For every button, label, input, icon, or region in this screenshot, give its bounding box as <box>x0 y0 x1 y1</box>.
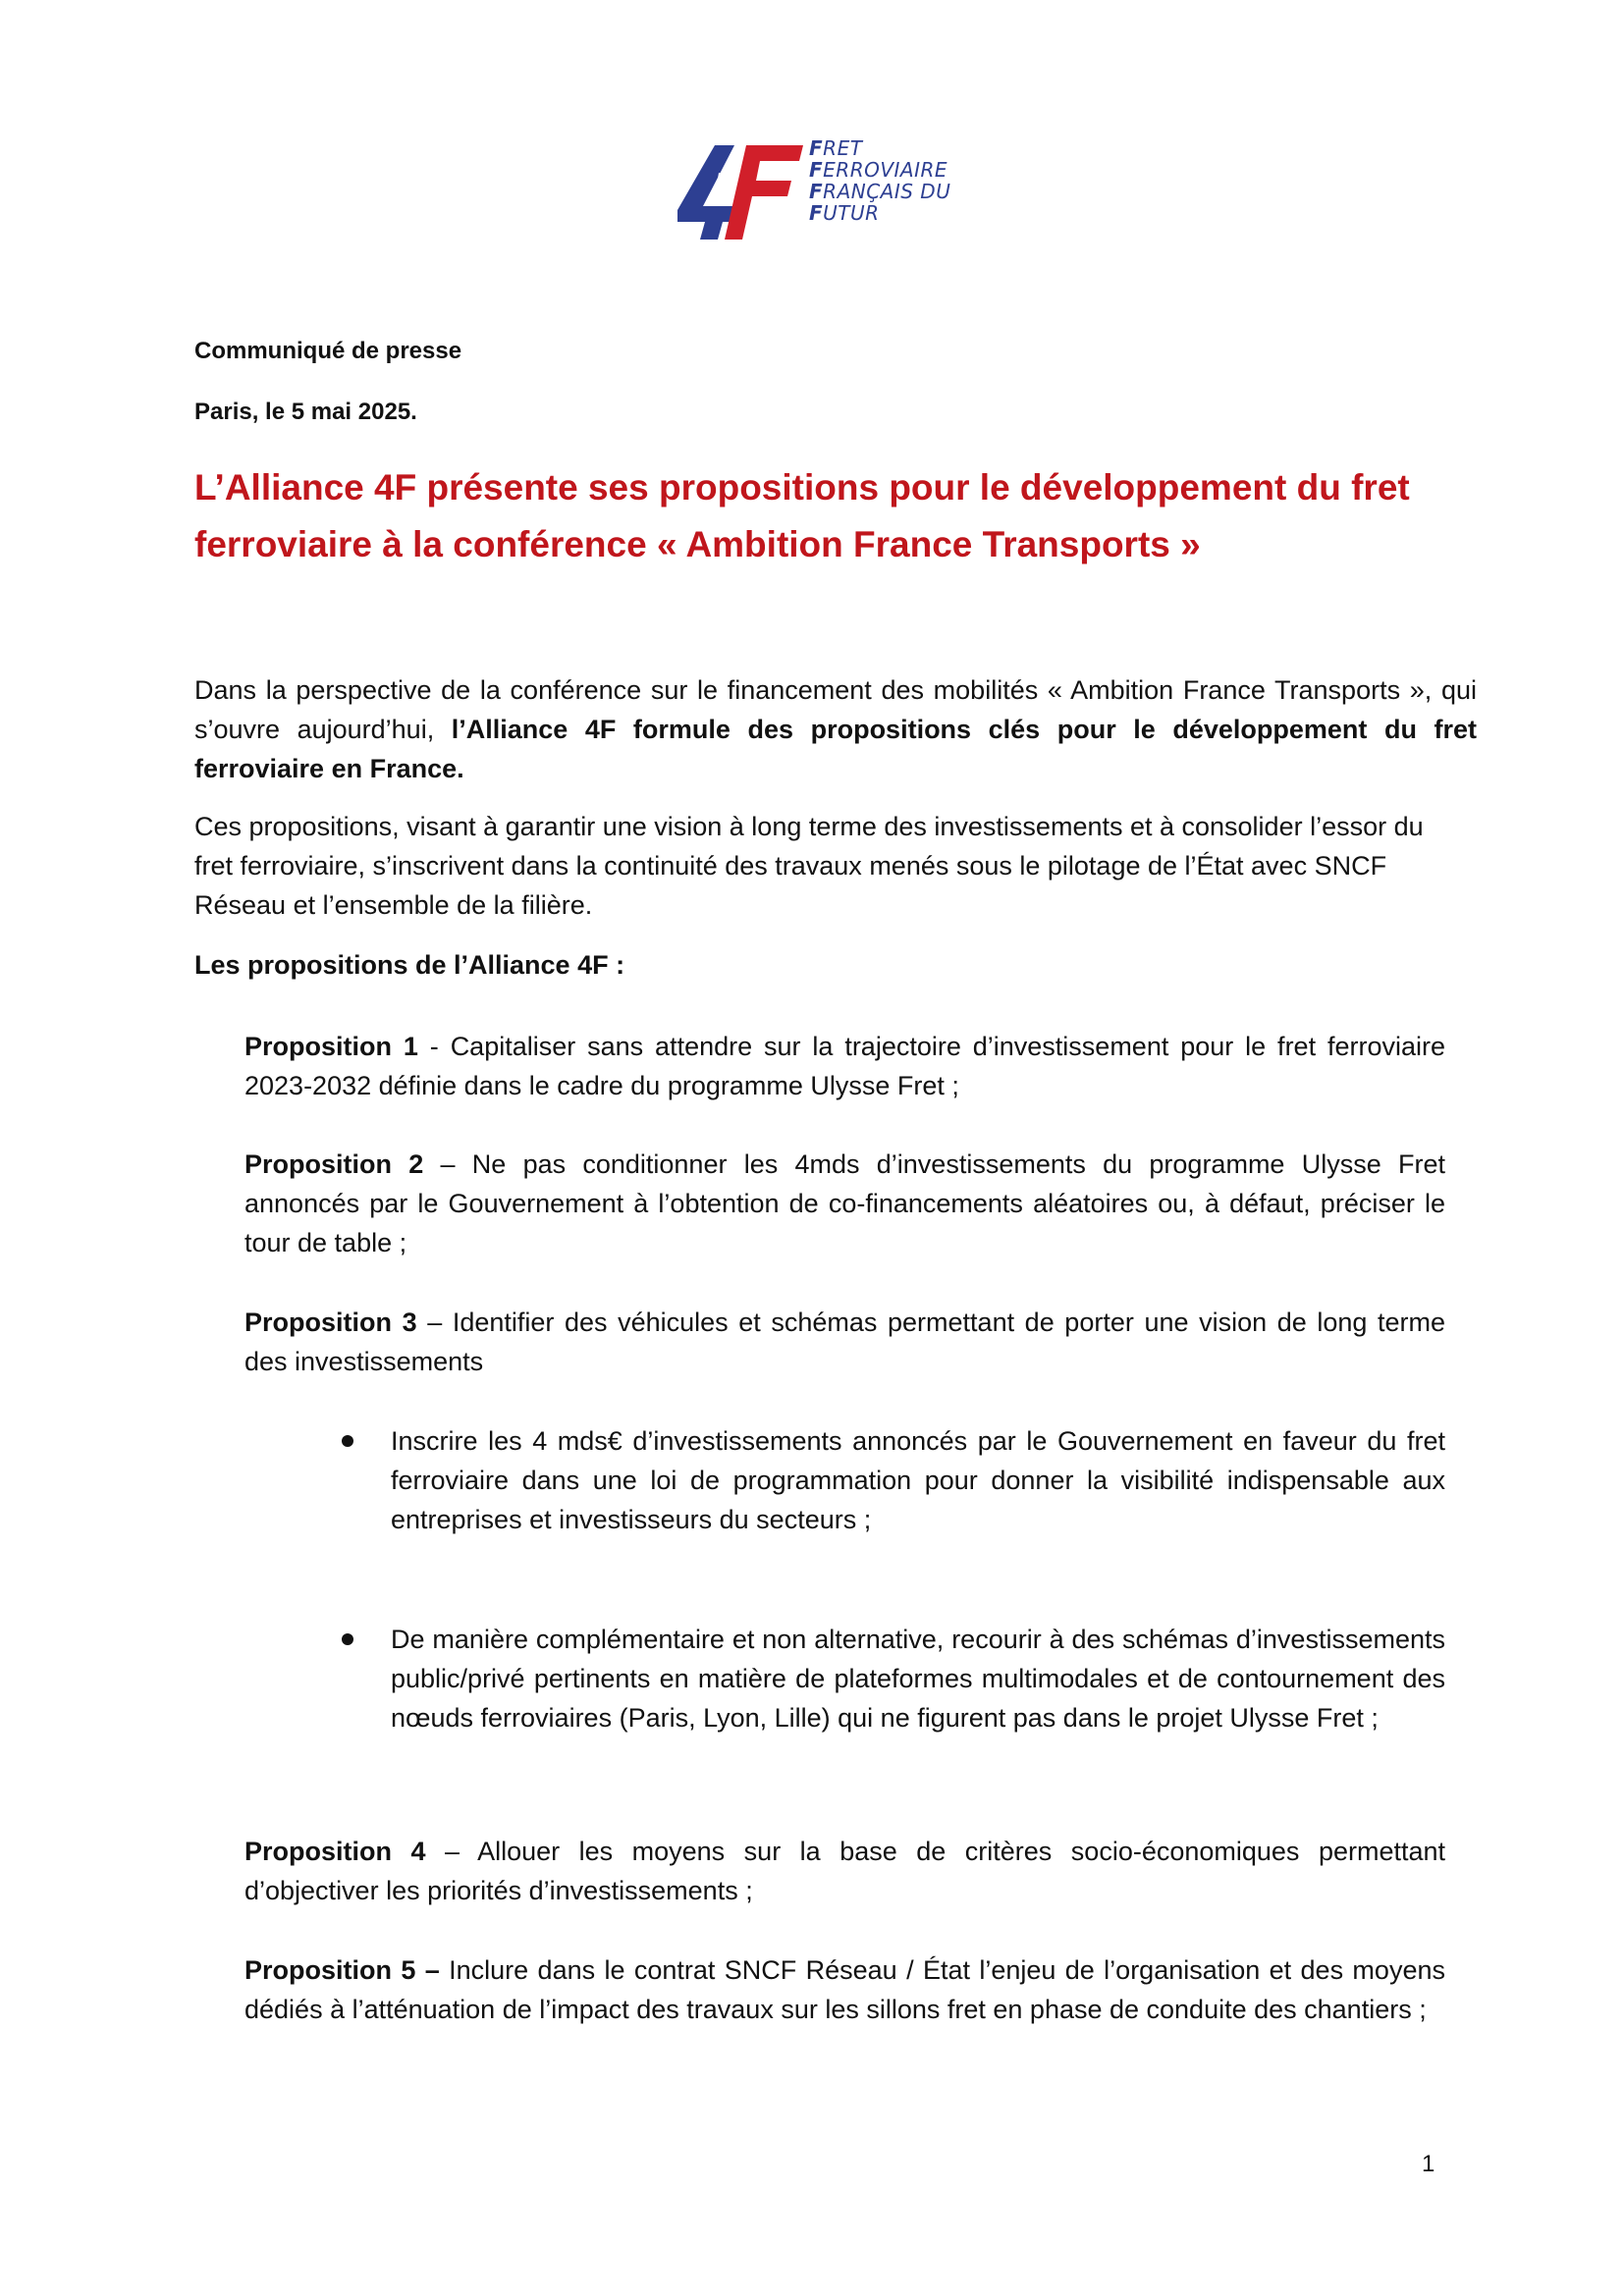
logo-line-3: FRANÇAIS DU <box>809 180 951 203</box>
intro-bold-text: l’Alliance 4F formule des propositions clés pour le développement du fret ferroviaire en France. <box>194 715 1477 783</box>
bullet-text: Inscrire les 4 mds€ d’investissements annoncés par le Gouvernement en faveur du fret ferroviaire dans une loi de programmation pour donner la visibilité indispensable aux entreprises et investisseurs du secteurs ; <box>391 1426 1445 1534</box>
proposition-text: Allouer les moyens sur la base de critères socio-économiques permettant d’objectiver les priorités d’investissements ; <box>244 1837 1446 1905</box>
proposition-1: Proposition 1 - Capitaliser sans attendre sur la trajectoire d’investissement pour le fret ferroviaire 2023-2032 définie dans le cadre du programme Ulysse Fret ; <box>244 1032 1445 1100</box>
proposition-2: Proposition 2 – Ne pas conditionner les 4mds d’investissements du programme Ulysse Fret annoncés par le Gouvernement à l’obtention de co-financements aléatoires ou, à défaut, préciser le tour de table ; <box>244 1149 1445 1257</box>
proposition-label: Proposition 5 – <box>244 1955 440 1985</box>
intro-text: Dans la perspective de la conférence sur le financement des mobilités « Ambition France Transports », qui s’ouvre aujourd’hui, <box>194 675 1477 744</box>
4f-logo-mark <box>674 137 806 245</box>
bullet-text: De manière complémentaire et non alternative, recourir à des schémas d’investissements public/privé pertinents en matière de plateformes multimodales et de contournement des nœuds ferroviaires (Paris, Lyon, Lille) qui ne figurent pas dans le projet Ulysse Fret ; <box>391 1625 1445 1733</box>
logo-line-2: FERROVIAIRE <box>809 158 948 182</box>
logo-wordmark <box>809 137 950 224</box>
proposition-text: Ne pas conditionner les 4mds d’investissements du programme Ulysse Fret annoncés par le Gouvernement à l’obtention de co-financements aléatoires ou, à défaut, préciser le tour de table ; <box>244 1149 1445 1257</box>
logo-line-4: FUTUR <box>809 201 880 225</box>
date-line: Paris, le 5 mai 2025. <box>194 399 417 425</box>
proposition-label: Proposition 2 <box>244 1149 424 1179</box>
bullet-icon <box>342 1435 353 1447</box>
page-title: L’Alliance 4F présente ses propositions pour le développement du fret ferroviaire à la conférence « Ambition France Transports » <box>194 467 1410 564</box>
proposition-4: Proposition 4 – Allouer les moyens sur la base de critères socio-économiques permettant d’objectiver les priorités d’investissements ; <box>244 1837 1446 1905</box>
proposition-5 <box>244 1950 1445 2029</box>
proposition-3: Proposition 3 – Identifier des véhicules et schémas permettant de porter une vision de long terme des investissements <box>244 1308 1445 1376</box>
bullet-item <box>391 1620 1445 1737</box>
alliance-4f-logo <box>674 137 968 245</box>
proposition-label: Proposition 1 <box>244 1032 418 1061</box>
intro-paragraph <box>194 670 1477 788</box>
propositions-heading: Les propositions de l’Alliance 4F : <box>194 950 625 980</box>
proposition-label: Proposition 3 <box>244 1308 417 1337</box>
proposition-label: Proposition 4 <box>244 1837 426 1866</box>
proposition-text: Identifier des véhicules et schémas permettant de porter une vision de long terme des investissements <box>244 1308 1445 1376</box>
page-number: 1 <box>1422 2151 1435 2177</box>
bullet-icon <box>342 1633 353 1645</box>
bullet-item <box>391 1421 1445 1539</box>
document-type: Communiqué de presse <box>194 338 462 364</box>
context-paragraph: Ces propositions, visant à garantir une vision à long terme des investissements et à consolider l’essor du fret ferroviaire, s’inscrivent dans la continuité des travaux menés sous le pilotage de l’État avec SNCF Réseau et l’ensemble de la filière. <box>194 812 1424 920</box>
proposition-text: Capitaliser sans attendre sur la trajectoire d’investissement pour le fret ferroviaire 2023-2032 définie dans le cadre du programme Ulysse Fret ; <box>244 1032 1445 1100</box>
proposition-text: Inclure dans le contrat SNCF Réseau / État l’enjeu de l’organisation et des moyens dédiés à l’atténuation de l’impact des travaux sur les sillons fret en phase de conduite des chantiers ; <box>244 1955 1445 2024</box>
logo-line-1: FRET <box>809 136 863 160</box>
